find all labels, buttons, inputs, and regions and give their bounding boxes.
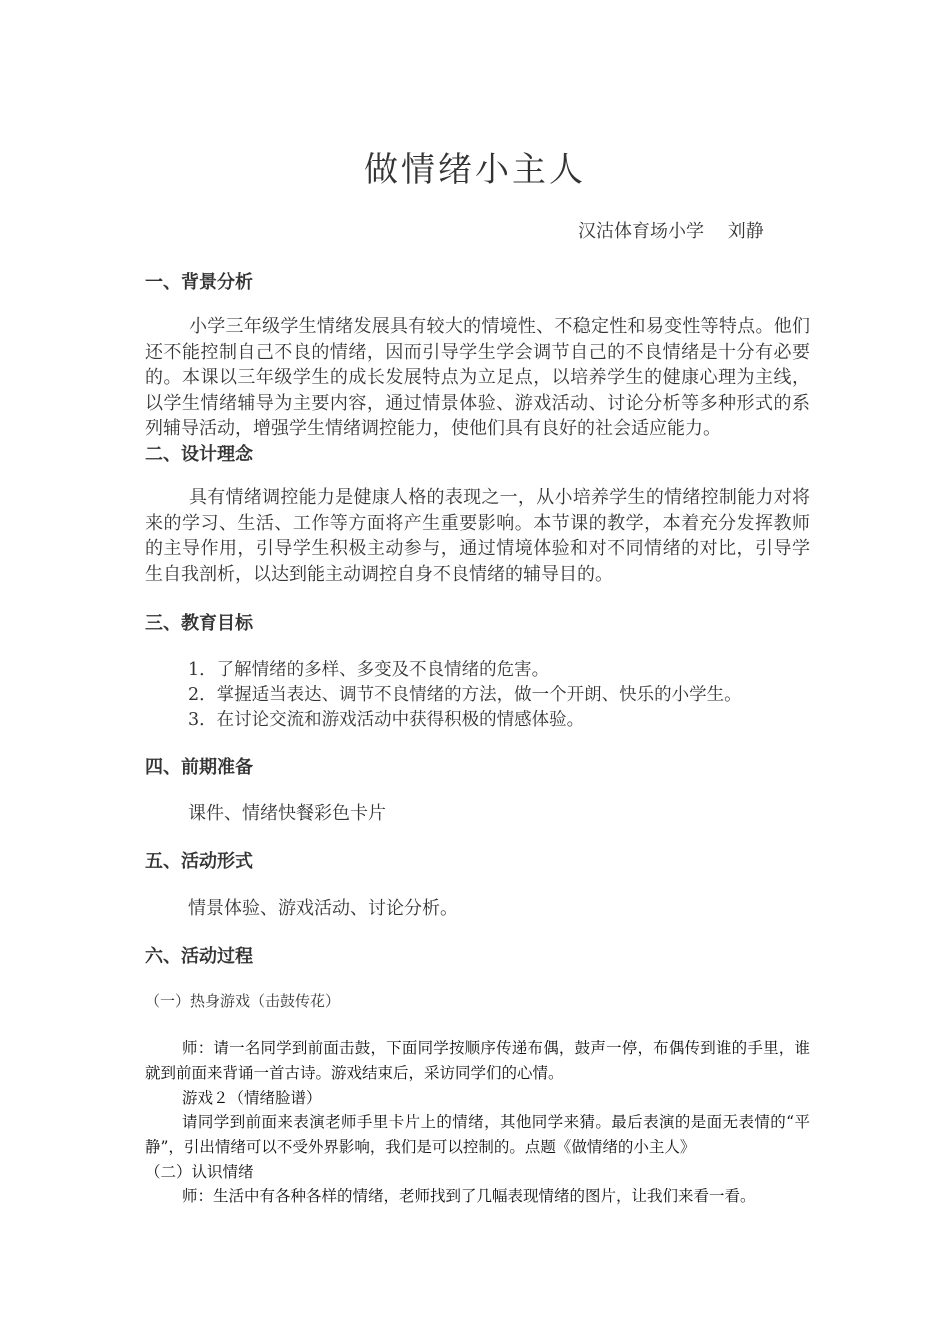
paragraph: 小学三年级学生情绪发展具有较大的情境性、不稳定性和易变性等特点。他们还不能控制自己不良的情绪，因而引导学生学会调节自己的不良情绪是十分有必要的。本课以三年级学生的成长发展特点为立足点，以培养学生的健康心理为主线，以学生情绪辅导为主要内容，通过情景体验、游戏活动、讨论分析等多种形式的系列辅导活动，增强学生情绪调控能力，使他们具有良好的社会适应能力。 [145,316,810,439]
document-title: 做情绪小主人 [364,150,586,190]
subsection-heading: （一）热身游戏（击鼓传花） [145,992,341,1010]
section-body [145,314,810,442]
paragraph: 师：请一名同学到前面击鼓，下面同学按顺序传递布偶，鼓声一停，布偶传到谁的手里，谁就到前面来背诵一首古诗。游戏结束后，采访同学们的心情。 [145,1039,810,1082]
paragraph-block [145,1184,810,1209]
list-item: 3．在讨论交流和游戏活动中获得积极的情感体验。 [188,710,585,730]
section-heading: 五、活动形式 [145,851,253,872]
subsection-heading: 游戏２（情绪脸谱） [182,1089,322,1107]
section-body: 情景体验、游戏活动、讨论分析。 [188,898,458,919]
author-line: 汉沽体育场小学 刘静 [578,221,764,242]
paragraph: 具有情绪调控能力是健康人格的表现之一，从小培养学生的情绪控制能力对将来的学习、生活、工作等方面将产生重要影响。本节课的教学，本着充分发挥教师的主导作用，引导学生积极主动参与，通过情境体验和对不同情绪的对比，引导学生自我剖析，以达到能主动调控自身不良情绪的辅导目的。 [145,487,810,585]
paragraph: 请同学到前面来表演老师手里卡片上的情绪，其他同学来猜。最后表演的是面无表情的“平静”，引出情绪可以不受外界影响，我们是可以控制的。点题《做情绪的小主人》 [145,1113,810,1156]
subsection-heading: （二）认识情绪 [145,1163,254,1181]
section-heading: 四、前期准备 [145,757,253,778]
list-item: 1．了解情绪的多样、多变及不良情绪的危害。 [188,660,550,680]
section-heading: 六、活动过程 [145,946,253,967]
paragraph-block [145,1036,810,1085]
section-heading: 三、教育目标 [145,613,253,634]
section-heading: 二、设计理念 [145,444,253,465]
list-item: 2．掌握适当表达、调节不良情绪的方法，做一个开朗、快乐的小学生。 [188,685,742,705]
section-heading: 一、背景分析 [145,272,253,293]
section-body [145,485,810,587]
paragraph-block [145,1110,810,1159]
paragraph: 师：生活中有各种各样的情绪，老师找到了几幅表现情绪的图片，让我们来看一看。 [182,1187,756,1205]
section-body: 课件、情绪快餐彩色卡片 [188,803,386,824]
